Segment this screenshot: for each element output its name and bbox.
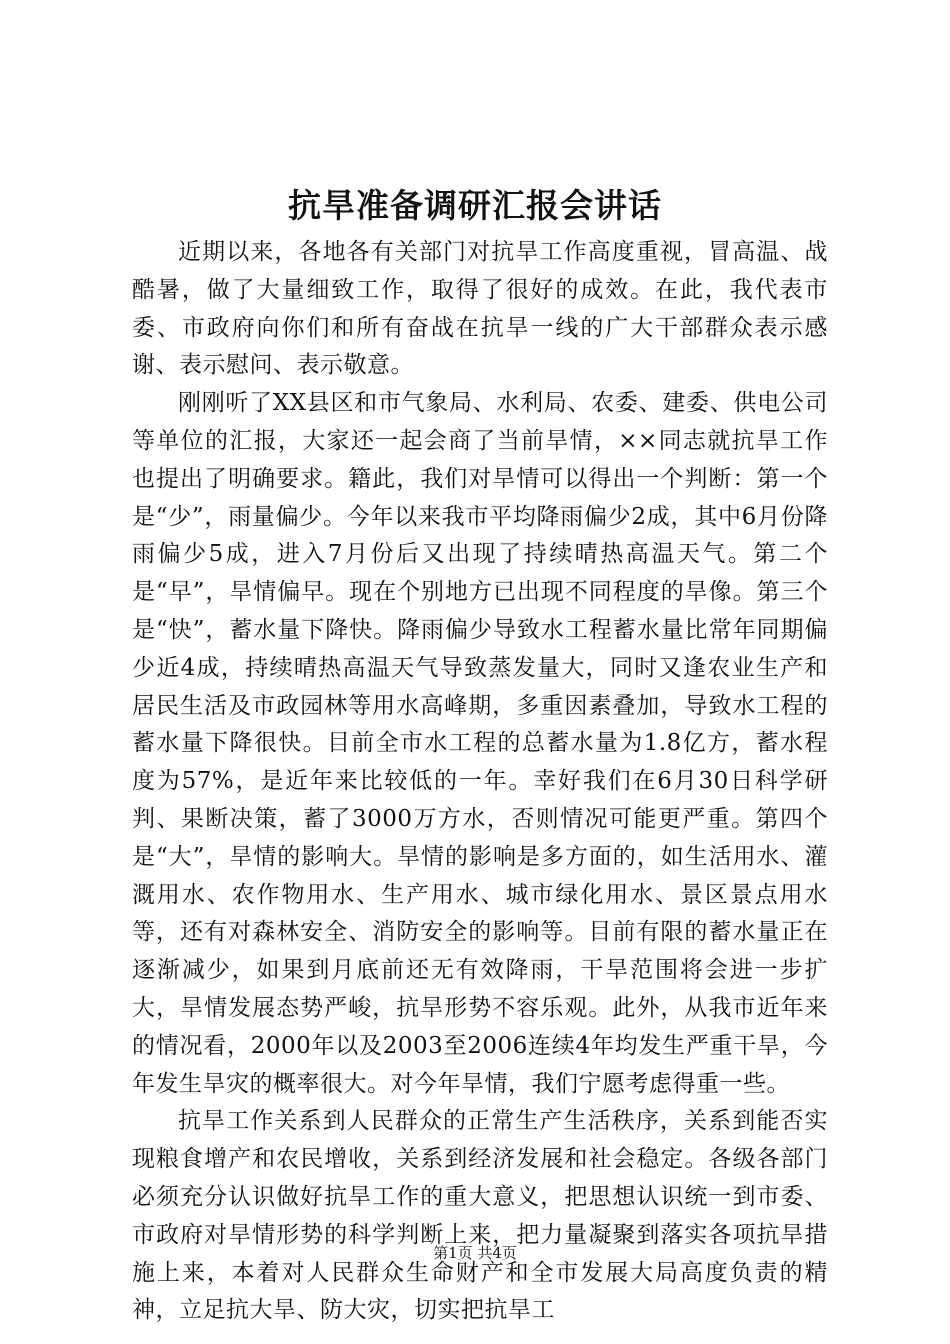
document-title: 抗旱准备调研汇报会讲话 — [288, 186, 662, 225]
paragraph-3: 抗旱工作关系到人民群众的正常生产生活秩序，关系到能否实现粮食增产和农民增收，关系到经济发展和社会稳定。各级各部门必须充分认识做好抗旱工作的重大意义，把思想认识统一到市委、市政府对旱情形势的科学判断上来，把力量凝聚到落实各项抗旱措施上来，本着对人民群众生命财产和全市发展大局高度负责的精神，立足抗大旱、防大灾，切实把抗旱工 — [132, 1108, 828, 1324]
paragraph-2: 刚刚听了XX县区和市气象局、水利局、农委、建委、供电公司等单位的汇报，大家还一起会商了当前旱情，××同志就抗旱工作也提出了明确要求。籍此，我们对旱情可以得出一个判断：第一个是“少”，雨量偏少。今年以来我市平均降雨偏少2成，其中6月份降雨偏少5成，进入7月份后又出现了持续晴热高温天气。第二个是“早”，旱情偏早。现在个别地方已出现不同程度的旱像。第三个是“快”，蓄水量下降快。降雨偏少导致水工程蓄水量比常年同期偏少近4成，持续晴热高温天气导致蒸发量大，同时又逢农业生产和居民生活及市政园林等用水高峰期，多重因素叠加，导致水工程的蓄水量下降很快。目前全市水工程的总蓄水量为1.8亿方，蓄水程度为57%，是近年来比较低的一年。幸好我们在6月30日科学研判、果断决策，蓄了3000万方水，否则情况可能更严重。第四个是“大”，旱情的影响大。旱情的影响是多方面的，如生活用水、灌溉用水、农作物用水、生产用水、城市绿化用水、景区景点用水等，还有对森林安全、消防安全的影响等。目前有限的蓄水量正在逐渐减少，如果到月底前还无有效降雨，干旱范围将会进一步扩大，旱情发展态势严峻，抗旱形势不容乐观。此外，从我市近年来的情况看，2000年以及2003至2006连续4年均发生严重干旱，今年发生旱灾的概率很大。对今年旱情，我们宁愿考虑得重一些。 — [132, 390, 828, 1097]
paragraph-1: 近期以来，各地各有关部门对抗旱工作高度重视，冒高温、战酷暑，做了大量细致工作，取得了很好的成效。在此，我代表市委、市政府向你们和所有奋战在抗旱一线的广大干部群众表示感谢、表示慰问、表示敬意。 — [132, 239, 828, 379]
document-body — [132, 234, 828, 1330]
page-footer: 第1页 共4页 — [433, 1244, 517, 1262]
